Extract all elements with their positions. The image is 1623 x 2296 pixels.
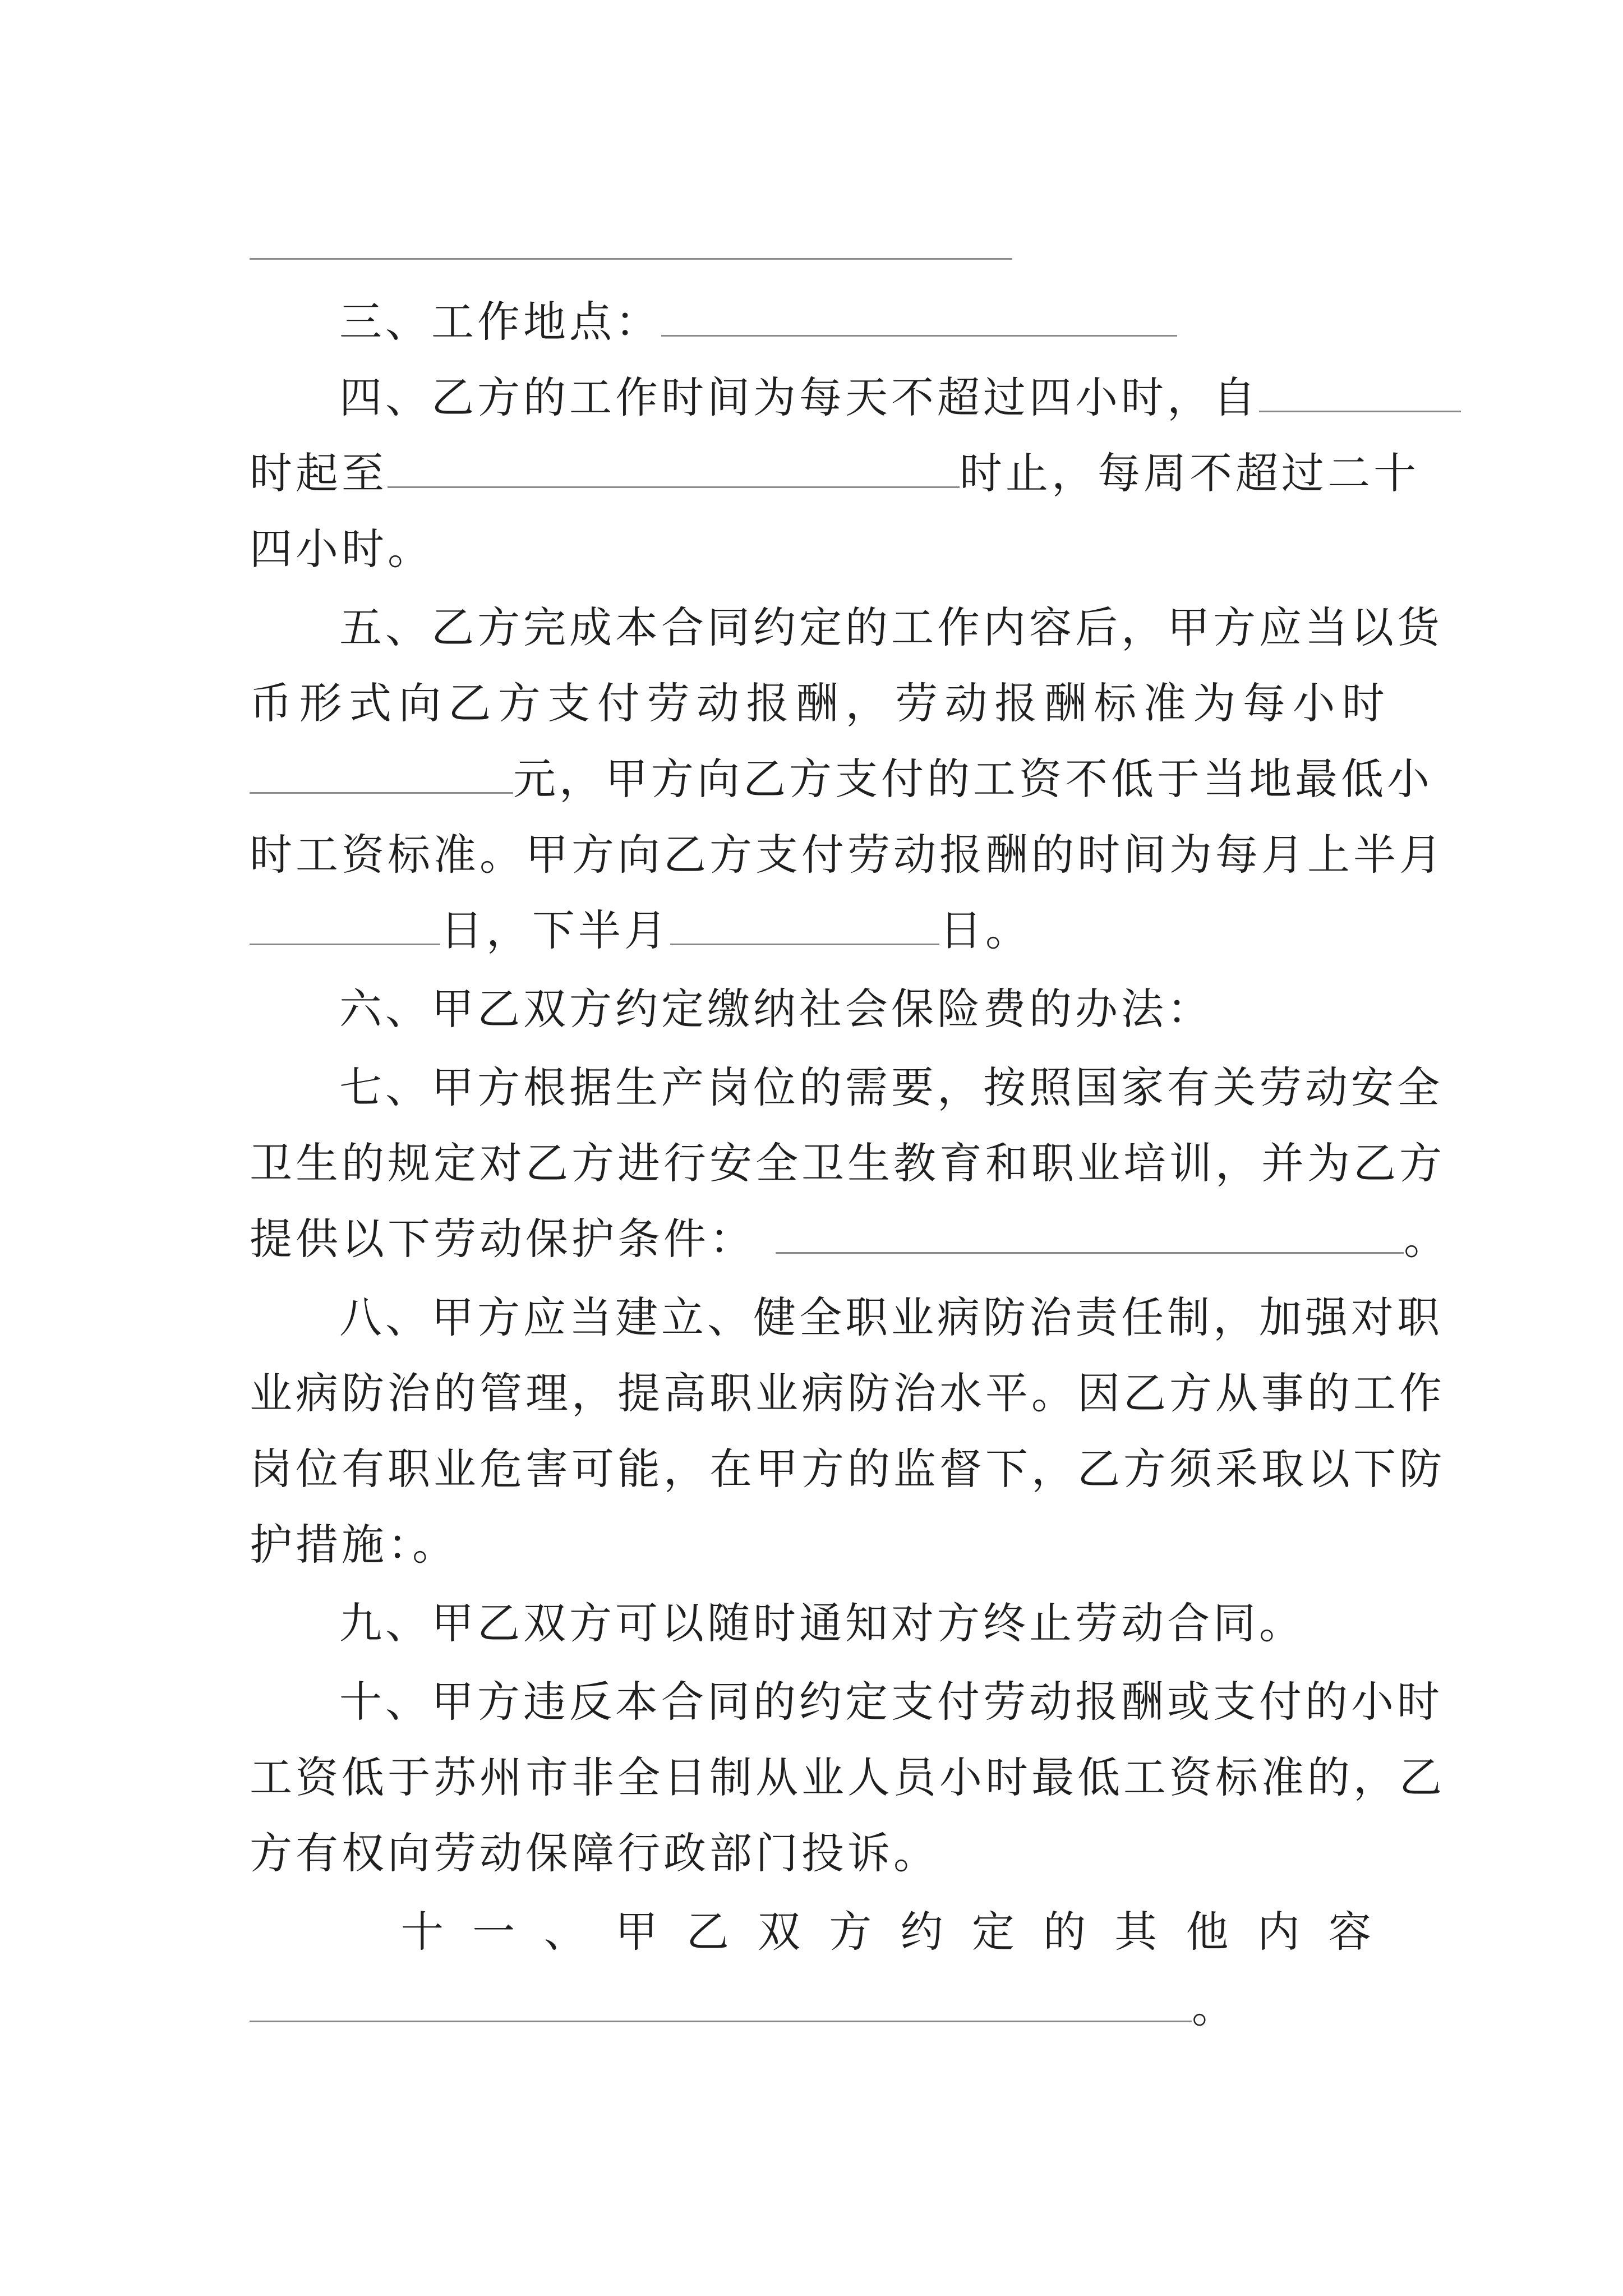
- clause-5-text-c: 元，甲方向乙方支付的工资不低于当地最低小: [513, 754, 1433, 804]
- clause-4-text-b2: 时止，每周不超过二十: [960, 448, 1419, 498]
- clause-5-text-a: 五、乙方完成本合同约定的工作内容后，甲方应当以货: [339, 602, 1443, 652]
- clause-5-text-e2: 日。: [939, 905, 1031, 955]
- clause-5-line-3: [250, 740, 1433, 818]
- clause-10-line-1: [250, 1663, 1443, 1741]
- clause-8-text-c: 岗位有职业危害可能，在甲方的监督下，乙方须采取以下防: [250, 1444, 1445, 1494]
- clause-7-text-a: 七、甲方根据生产岗位的需要，按照国家有关劳动安全: [339, 1062, 1443, 1112]
- clause-6-line: [250, 970, 1388, 1048]
- clause-8-text-d: 护措施：。: [250, 1520, 458, 1570]
- clause-10-text-b: 工资低于苏州市非全日制从业人员小时最低工资标准的，乙: [250, 1752, 1445, 1802]
- clause-5-line-4: [250, 816, 1445, 894]
- clause-11-line-2: [250, 1969, 1388, 2046]
- clause-4-text-c: 四小时。: [250, 524, 434, 574]
- clause-6-text: 六、甲乙双方约定缴纳社会保险费的办法：: [339, 984, 1213, 1034]
- clause-11-line-1: [250, 1893, 1388, 1971]
- clause-7-line-3: [250, 1200, 1450, 1278]
- blank-line-top: [250, 258, 1012, 260]
- clause-5-line-2: [250, 665, 1388, 742]
- hourly-rate-blank[interactable]: [250, 752, 513, 794]
- clause-4-text-b1: 时起至: [250, 448, 388, 498]
- clause-10-line-3: [250, 1815, 1388, 1892]
- clause-7-line-1: [250, 1049, 1443, 1126]
- end-time-blank[interactable]: [388, 446, 960, 488]
- clause-9-line: [250, 1585, 1388, 1662]
- second-half-day-blank[interactable]: [670, 903, 939, 945]
- clause-8-line-3: [250, 1430, 1445, 1508]
- clause-3-line: [250, 283, 1388, 361]
- clause-8-text-a: 八、甲方应当建立、健全职业病防治责任制，加强对职: [339, 1292, 1443, 1342]
- clause-4-line-2: [250, 435, 1419, 512]
- protection-conditions-blank[interactable]: [776, 1212, 1404, 1254]
- clause-3-text: 三、工作地点：: [339, 297, 661, 347]
- clause-11-text-a: 十一、甲乙双方约定的其他内容: [401, 1907, 1388, 1957]
- clause-4-line-3: [250, 510, 1388, 588]
- clause-10-text-c: 方有权向劳动保障行政部门投诉。: [250, 1828, 939, 1878]
- clause-4-line-1: [250, 359, 1388, 436]
- clause-4-text-a: 四、乙方的工作时间为每天不超过四小时，自: [339, 372, 1259, 422]
- clause-5-text-d: 时工资标准。甲方向乙方支付劳动报酬的时间为每月上半月: [250, 830, 1445, 880]
- start-time-blank[interactable]: [1259, 370, 1461, 412]
- first-half-day-blank[interactable]: [250, 903, 440, 945]
- clause-7-line-2: [250, 1125, 1445, 1202]
- clause-10-text-a: 十、甲方违反本合同的约定支付劳动报酬或支付的小时: [339, 1677, 1443, 1727]
- clause-11-end: 。: [1192, 1982, 1238, 2032]
- clause-8-line-4: [250, 1506, 1388, 1584]
- clause-5-text-b: 币形式向乙方支付劳动报酬，劳动报酬标准为每小时: [250, 678, 1388, 728]
- other-terms-blank[interactable]: [250, 1980, 1192, 2022]
- clause-10-line-2: [250, 1739, 1445, 1816]
- clause-7-text-c: 提供以下劳动保护条件：: [250, 1214, 755, 1264]
- clause-8-line-1: [250, 1279, 1443, 1356]
- work-location-blank[interactable]: [661, 295, 1177, 337]
- clause-7-end: 。: [1404, 1214, 1450, 1264]
- clause-9-text: 九、甲乙双方可以随时通知对方终止劳动合同。: [339, 1598, 1305, 1648]
- clause-8-line-2: [250, 1355, 1445, 1432]
- clause-5-line-1: [250, 589, 1443, 666]
- clause-5-line-5: [250, 892, 1388, 969]
- clause-5-text-e1: 日，下半月: [440, 905, 670, 955]
- clause-7-text-b: 卫生的规定对乙方进行安全卫生教育和职业培训，并为乙方: [250, 1138, 1445, 1188]
- clause-8-text-b: 业病防治的管理，提高职业病防治水平。因乙方从事的工作: [250, 1368, 1445, 1418]
